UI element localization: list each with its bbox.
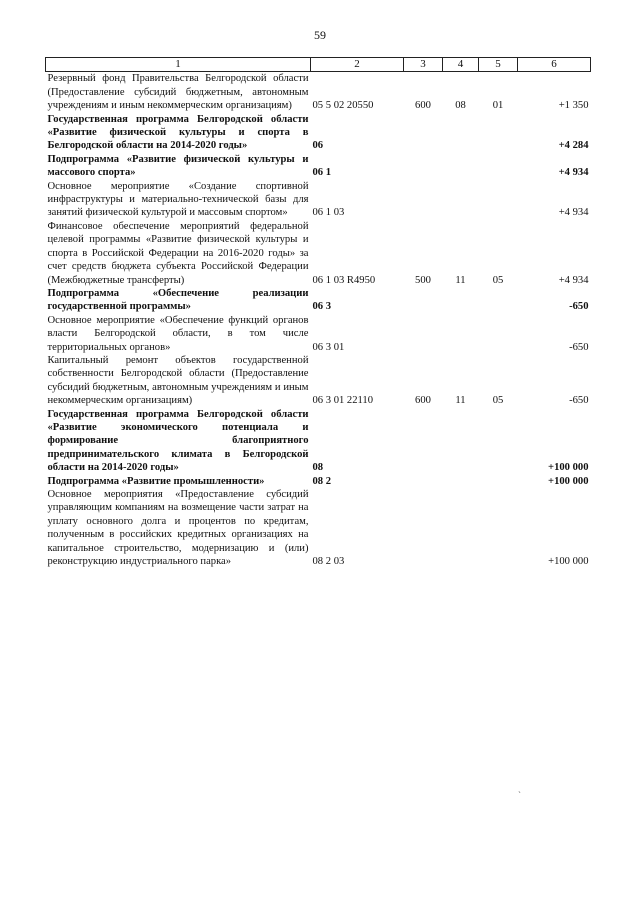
column-header: 1 [46,58,311,72]
section [443,180,479,220]
section [443,408,479,475]
amount: +100 000 [548,475,589,487]
amount: +4 284 [558,140,589,152]
expense-type [404,180,443,220]
budget-code: 06 3 01 22110 [312,395,374,407]
table-row [46,72,591,113]
amount: +4 934 [558,167,589,179]
subsection [479,314,518,354]
table-row [46,220,591,287]
amount: -650 [569,395,589,407]
table-row [46,488,591,568]
row-description: Подпрограмма «Обеспечение реализации государственной программы» [47,287,309,313]
budget-table [45,57,591,568]
expense-type: 500 [415,274,431,286]
budget-code: 06 1 03 R4950 [312,274,376,286]
table-row [46,314,591,354]
amount: +4 934 [558,274,589,286]
expense-type [404,475,443,488]
row-description: Основное мероприятие «Создание спортивной инфраструктуры и материально-технической базы для занятий физической культурой и массовым спортом» [47,180,309,219]
amount: +4 934 [558,207,589,219]
table-header-row [46,58,591,72]
row-description: Подпрограмма «Развитие физической культуры и массового спорта» [47,153,309,179]
subsection [479,113,518,153]
row-description: Государственная программа Белгородской области «Развитие физической культуры и спорта в Белгородской области на 2014-2020 годы» [47,113,309,152]
subsection: 01 [492,100,504,112]
table-row [46,408,591,475]
section: 11 [455,395,466,407]
expense-type: 600 [415,100,431,112]
amount: +100 000 [548,462,589,474]
table-row [46,113,591,153]
budget-code: 06 3 [312,301,332,313]
subsection: 05 [492,274,504,286]
column-header: 6 [518,58,591,72]
expense-type: 600 [415,395,431,407]
budget-code: 06 [312,140,324,152]
budget-code: 06 1 [312,167,332,179]
subsection [479,153,518,180]
expense-type [404,113,443,153]
table-row [46,180,591,220]
subsection [479,475,518,488]
expense-type [404,287,443,314]
subsection [479,488,518,568]
section [443,488,479,568]
budget-code: 06 1 03 [312,207,345,219]
amount: +1 350 [558,100,589,112]
subsection: 05 [492,395,504,407]
row-description: Резервный фонд Правительства Белгородской области (Предоставление субсидий бюджетным, автономным учреждениям и иным некоммерческим организациям) [47,73,309,112]
table-row [46,354,591,408]
page-number: 59 [314,28,326,42]
row-description: Подпрограмма «Развитие промышленности» [47,475,265,487]
column-header: 3 [404,58,443,72]
budget-code: 06 3 01 [312,341,345,353]
expense-type [404,408,443,475]
subsection [479,408,518,475]
row-description: Государственная программа Белгородской области «Развитие экономического потенциала и формирование благоприятного предпринимательского климата в Белгородской области на 2014-2020 годы» [47,408,309,474]
section: 11 [455,274,466,286]
row-description: Основное мероприятия «Предоставление субсидий управляющим компаниям на возмещение части затрат на уплату основного долга и процентов по кредитам, полученным в российских кредитных организациях на капитальное строительство, модернизацию и (или) реконструкцию индустриального парка» [47,489,309,568]
amount: -650 [569,301,589,313]
budget-code: 08 2 03 [312,556,345,568]
section [443,113,479,153]
row-description: Финансовое обеспечение мероприятий федеральной целевой программы «Развитие физической культуры и спорта в Российской Федерации на 2016-2020 годы» за счет средств бюджета субъекта Российской Федерации (Межбюджетные трансферты) [47,220,309,286]
amount: +100 000 [548,556,589,568]
column-header: 2 [311,58,404,72]
expense-type [404,488,443,568]
table-row [46,153,591,180]
budget-code: 08 [312,462,324,474]
amount: -650 [569,341,589,353]
row-description: Капитальный ремонт объектов государственной собственности Белгородской области (Предоставление субсидий бюджетным, автономным учреждениям и иным некоммерческим организациям) [47,354,309,407]
row-description: Основное мероприятие «Обеспечение функций органов власти Белгородской области, в том числе территориальных органов» [47,314,309,353]
section [443,153,479,180]
section [443,314,479,354]
expense-type [404,153,443,180]
table-row [46,475,591,488]
column-header: 4 [443,58,479,72]
expense-type [404,314,443,354]
section [443,475,479,488]
section [443,287,479,314]
subsection [479,287,518,314]
subsection [479,180,518,220]
section: 08 [455,100,466,112]
table-row [46,287,591,314]
scan-mark: ` [518,790,521,800]
budget-code: 05 5 02 20550 [312,100,374,112]
budget-code: 08 2 [312,475,332,487]
column-header: 5 [479,58,518,72]
